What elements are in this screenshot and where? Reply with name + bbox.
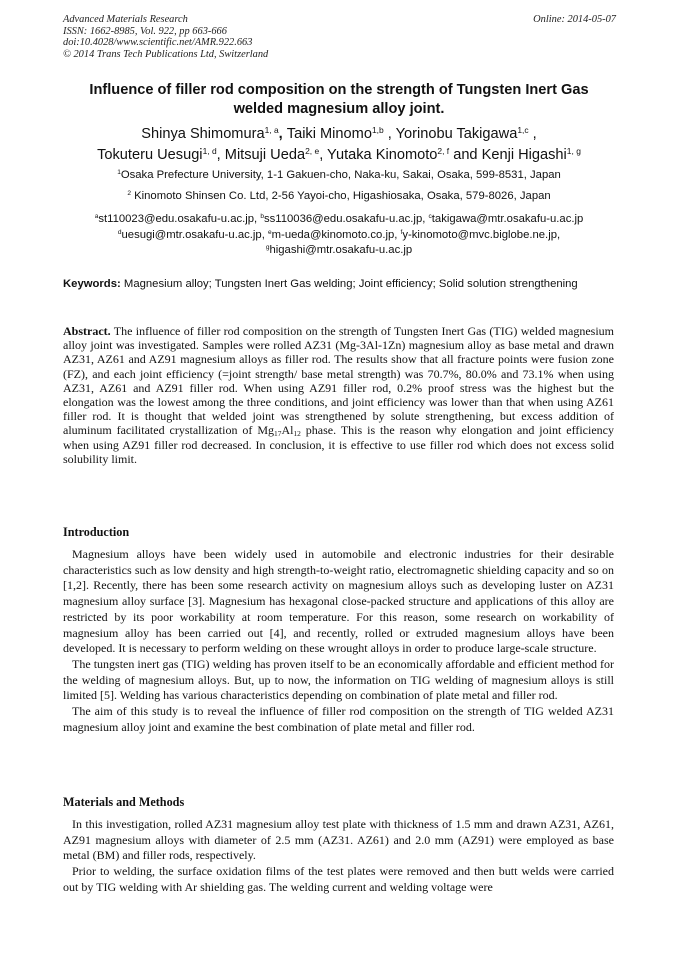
author-name: Tokuteru Uesugi <box>97 147 203 163</box>
affiliation-1 <box>40 168 638 182</box>
email-link[interactable]: takigawa@mtr.osakafu-u.ac.jp <box>431 213 584 225</box>
author-name: Mitsuji Ueda <box>224 147 306 163</box>
abstract-label: Abstract. <box>63 324 111 338</box>
email-link[interactable]: st110023@edu.osakafu-u.ac.jp, <box>98 213 258 225</box>
author-line-2: Tokuteru Uesugi$^{1, d}$, Mitsuji Ueda$^{2, e}$, Yutaka Kinomoto$^{2, f}$ and Kenji Higashi$^{1, g}$ <box>97 145 581 163</box>
author-name: Shinya Shimomura <box>141 126 265 142</box>
author-sup: 1,b <box>371 124 384 135</box>
paragraph: The tungsten inert gas (TIG) welding has proven itself to be an economically affordable and efficient method for the welding of magnesium alloys. But, up to now, the information on TIG welding of magnesium alloys is still limited [5]. Welding has various characteristics depending on combination of plate metal and filler rod. <box>63 656 614 703</box>
email-sup: f <box>400 228 403 236</box>
abstract-text: Al <box>281 423 294 438</box>
journal-name: Advanced Materials Research <box>63 14 188 25</box>
copyright-line: © 2014 Trans Tech Publications Ltd, Switzerland <box>63 49 269 61</box>
author-sup: 1,c <box>517 124 529 135</box>
affiliation-2 <box>40 189 638 203</box>
subscript: 12 <box>293 429 301 439</box>
paragraph: In this investigation, rolled AZ31 magnesium alloy test plate with thickness of 1.5 mm and drawn AZ31, AZ61, AZ91 magnesium alloys with diameter of 2.5 mm (AZ31. AZ61) and 2.0 mm (AZ91) were employed as base metal (BM) and filler rods, respectively. <box>63 817 614 863</box>
author-sup: 1, d <box>202 145 217 156</box>
email-list <box>40 212 638 259</box>
issn-line: ISSN: 1662-8985, Vol. 922, pp 663-666 <box>63 25 227 37</box>
email-link[interactable]: higashi@mtr.osakafu-u.ac.jp <box>269 244 413 256</box>
keywords-label: Keywords: <box>63 278 121 290</box>
email-sup: a <box>94 212 99 220</box>
email-link[interactable]: uesugi@mtr.osakafu-u.ac.jp, <box>121 228 265 241</box>
author-list <box>40 124 638 166</box>
methods-body <box>63 817 614 896</box>
journal-header <box>63 14 268 61</box>
keywords <box>63 277 614 292</box>
abstract-text: phase. This is the reason why elongation and joint efficiency when using AZ91 filler rod decreased. In conclusion, it is effective to use filler rod which does not excess solid solubility limit. <box>63 423 614 466</box>
paper-title <box>40 81 638 119</box>
email-line-3 <box>40 243 638 259</box>
email-line-1 <box>40 212 638 228</box>
title-line-2: welded magnesium alloy joint. <box>233 101 445 117</box>
subscript: 17 <box>274 429 282 439</box>
email-line-2 <box>40 228 638 244</box>
abstract-text: The influence of filler rod composition on the strength of Tungsten Inert Gas (TIG) welded magnesium alloy joint was investigated. Samples were rolled AZ31 (Mg-3Al-1Zn) magnesium alloy as base metal and drawn AZ31, AZ61 and AZ91 magnesium alloys as filler rod. The results show that all fracture points were fusion zone (FZ), and each joint efficiency (=joint strength/ base metal strength) was 70.7%, 80.0% and 73.1% when using AZ31, AZ61 and AZ91 filler rod. When using AZ91 filler rod, 0.2% proof stress was the highest but the elongation was the lowest among the three conditions, and joint efficiency was lower than that when using AZ61 filler rod. It is thought that welded joint was strengthened by solute strengthening, but excess addition of aluminum facilitated crystallization of Mg <box>63 324 614 438</box>
affiliation-text: Osaka Prefecture University, 1-1 Gakuen-cho, Naka-ku, Sakai, Osaka, 599-8531, Japan <box>120 169 561 181</box>
introduction-heading: Introduction <box>63 525 130 539</box>
author-sup: 2, f <box>437 145 450 156</box>
email-sup: d <box>117 228 122 236</box>
author-name: Yutaka Kinomoto <box>327 147 438 163</box>
author-name: Taiki Minomo <box>286 126 372 142</box>
email-link[interactable]: y-kinomoto@mvc.biglobe.ne.jp, <box>402 228 561 241</box>
paragraph: Magnesium alloys have been widely used in automobile and electronic industries for their desirable characteristics such as low density and high strength-to-weight ratio, electromagnetic shielding capacity and so on [1,2]. Recently, there has been some research activity on magnesium alloys such as developing luster on AZ31 magnesium alloy surface [3]. Magnesium has hexagonal close-packed structure and applications of this alloy are restricted by its poor workability at room temperature. For this reason, some research on workability of magnesium alloy has been carried out [4], and recently, rolled or extruded magnesium alloys have been developed. It is necessary to perform welding on these wrought alloys in order to produce large-scale structure. <box>63 547 614 656</box>
email-sup: e <box>267 228 272 236</box>
online-date: Online: 2014-05-07 <box>533 14 616 25</box>
affiliation-sup: 1 <box>117 168 121 176</box>
title-line-1: Influence of filler rod composition on the strength of Tungsten Inert Gas <box>89 82 589 98</box>
email-sup: c <box>428 212 432 220</box>
abstract <box>63 324 614 466</box>
author-line-1: Shinya Shimomura$^{1, a}$, Taiki Minomo$^{1,b}$ , Yorinobu Takigawa$^{1,c}$ , <box>141 124 537 142</box>
affiliation-text: Kinomoto Shinsen Co. Ltd, 2-56 Yayoi-cho, Higashiosaka, Osaka, 579-8026, Japan <box>134 190 551 202</box>
methods-heading: Materials and Methods <box>63 795 185 809</box>
author-name: Yorinobu Takigawa <box>395 126 518 142</box>
email-sup: g <box>265 243 270 251</box>
email-link[interactable]: ss110036@edu.osakafu-u.ac.jp, <box>264 213 426 225</box>
author-name: and Kenji Higashi <box>453 147 567 163</box>
email-link[interactable]: m-ueda@kinomoto.co.jp, <box>271 228 398 241</box>
author-sup: 1, g <box>566 145 581 156</box>
keywords-text: Magnesium alloy; Tungsten Inert Gas welding; Joint efficiency; Solid solution strengthening <box>123 278 578 290</box>
paragraph: Prior to welding, the surface oxidation films of the test plates were removed and then butt welds were carried out by TIG welding with Ar shielding gas. The welding current and welding voltage were <box>63 864 614 894</box>
doi-line: doi:10.4028/www.scientific.net/AMR.922.663 <box>63 37 253 49</box>
email-sup: b <box>260 212 264 220</box>
author-sup: 1, a <box>264 124 279 135</box>
paragraph: The aim of this study is to reveal the influence of filler rod composition on the strength of TIG welded AZ31 magnesium alloy joint and examine the best combination of plate metal and filler rod. <box>63 704 614 734</box>
introduction-body <box>63 547 614 735</box>
author-sup: 2, e <box>305 145 320 156</box>
affiliation-sup: 2 <box>127 189 131 197</box>
